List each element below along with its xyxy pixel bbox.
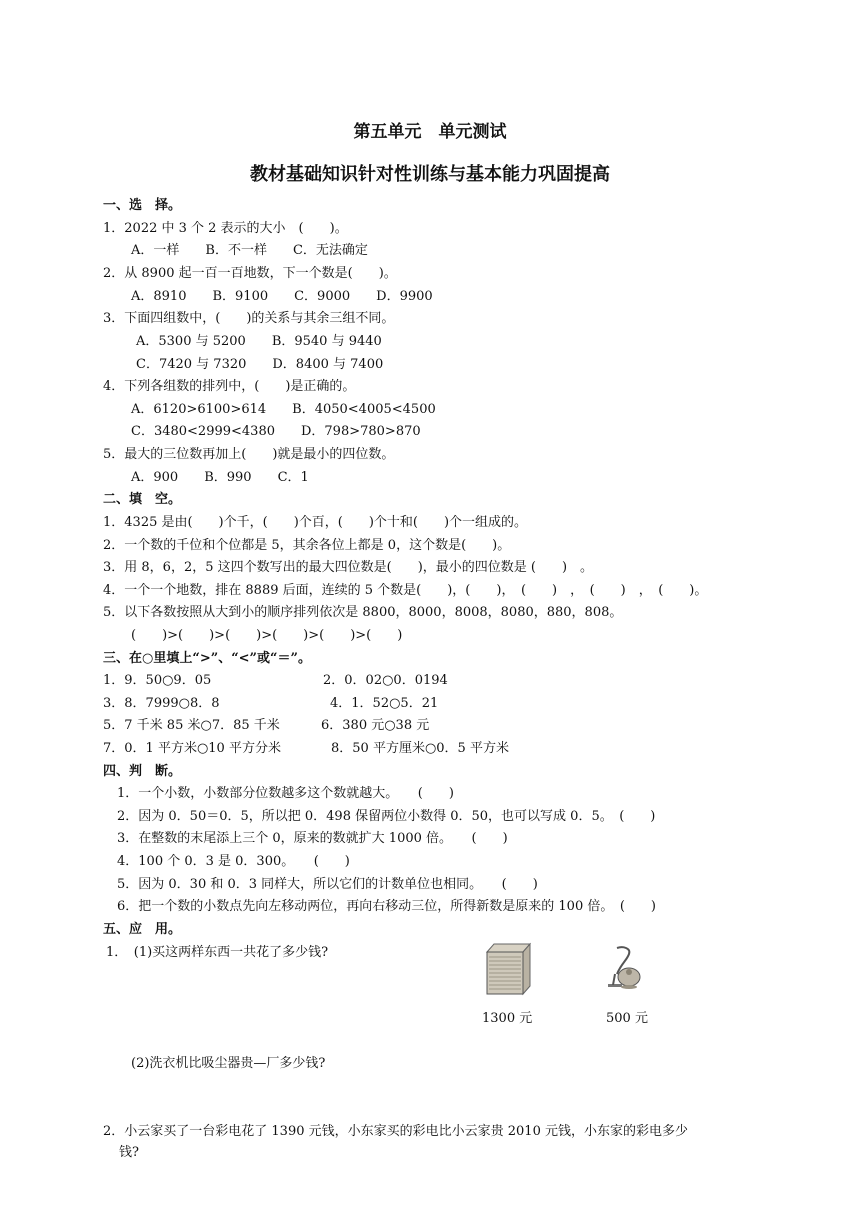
question-line: 1．2022 中 3 个 2 表示的大小 ( )。 <box>103 221 348 236</box>
section-heading-judge: 四、判 断。 <box>103 764 182 779</box>
judge-line: 6．把一个数的小数点先向左移动两位，再向右移动三位，所得新数是原来的 100 倍。 ( ) <box>117 899 656 914</box>
question-line: 5．以下各数按照从大到小的顺序排列依次是 8800，8000，8008，8080，880，808。 <box>103 605 623 620</box>
judge-line: 4．100 个 0．3 是 0．300。 ( ) <box>117 854 350 869</box>
compare-item: 2．0．02○0．0194 <box>323 673 448 688</box>
question-line: 2．从 8900 起一百一百地数，下一个数是( )。 <box>103 266 397 281</box>
compare-item: 1．9．50○9．05 <box>103 673 212 688</box>
option-line: A．一样 B．不一样 C．无法确定 <box>131 243 368 258</box>
section-heading-fill: 二、填 空。 <box>103 492 182 507</box>
option-line: A．900 B．990 C．1 <box>131 470 309 485</box>
compare-item: 5．7 千米 85 米○7．85 千米 <box>103 718 280 733</box>
option-line: A．5300 与 5200 B．9540 与 9440 <box>136 334 382 349</box>
compare-item: 3．8．7999○8．8 <box>103 696 220 711</box>
page-subtitle: 教材基础知识针对性训练与基本能力巩固提高 <box>250 164 610 185</box>
question-line: 5．最大的三位数再加上( )就是最小的四位数。 <box>103 447 395 462</box>
vacuum-cleaner-price: 500 元 <box>606 1011 648 1026</box>
section-heading-application: 五、应 用。 <box>103 922 182 937</box>
question-line: 2．小云家买了一台彩电花了 1390 元钱，小东家买的彩电比小云家贵 2010 元钱，小东家的彩电多少 <box>103 1124 688 1139</box>
compare-item: 6．380 元○38 元 <box>321 718 430 733</box>
question-line: 1．4325 是由( )个千，( )个百，( )个十和( )个一组成的。 <box>103 515 528 530</box>
answer-blank-line: ( )>( )>( )>( )>( )>( ) <box>131 628 403 643</box>
question-line: (2)洗衣机比吸尘器贵—厂多少钱? <box>131 1056 326 1071</box>
question-line: 钱? <box>119 1145 139 1160</box>
judge-line: 2．因为 0．50＝0．5，所以把 0．498 保留两位小数得 0．50，也可以写成 0．5。 ( ) <box>117 809 656 824</box>
washing-machine-image <box>482 942 536 996</box>
question-line: 2．一个数的千位和个位都是 5，其余各位上都是 0，这个数是( )。 <box>103 538 511 553</box>
question-line: 1． (1)买这两样东西一共花了多少钱? <box>106 945 329 960</box>
option-line: C．3480<2999<4380 D．798>780>870 <box>131 424 421 439</box>
option-line: A．6120>6100>614 B．4050<4005<4500 <box>131 402 436 417</box>
section-heading-compare: 三、在○里填上“>”、“<”或“＝”。 <box>103 651 311 666</box>
compare-item: 7．0．1 平方米○10 平方分米 <box>103 741 281 756</box>
judge-line: 1．一个小数，小数部分位数越多这个数就越大。 ( ) <box>117 786 454 801</box>
judge-line: 5．因为 0．30 和 0．3 同样大，所以它们的计数单位也相同。 ( ) <box>117 877 538 892</box>
question-line: 3．用 8，6，2，5 这四个数写出的最大四位数是( )，最小的四位数是 ( ) 。 <box>103 560 594 575</box>
option-line: C．7420 与 7320 D．8400 与 7400 <box>136 357 384 372</box>
question-line: 3．下面四组数中，( )的关系与其余三组不同。 <box>103 311 395 326</box>
washing-machine-price: 1300 元 <box>482 1011 533 1026</box>
section-heading-choice: 一、选 择。 <box>103 198 182 213</box>
compare-item: 8．50 平方厘米○0．5 平方米 <box>331 741 509 756</box>
judge-line: 3．在整数的末尾添上三个 0，原来的数就扩大 1000 倍。 ( ) <box>117 831 508 846</box>
compare-item: 4．1．52○5．21 <box>330 696 439 711</box>
option-line: A．8910 B．9100 C．9000 D．9900 <box>131 289 433 304</box>
question-line: 4．下列各组数的排列中，( )是正确的。 <box>103 379 356 394</box>
page-title: 第五单元 单元测试 <box>353 122 507 142</box>
vacuum-cleaner-image <box>603 944 647 992</box>
question-line: 4．一个一个地数，排在 8889 后面，连续的 5 个数是( )，( )， ( ) ， ( ) ， ( )。 <box>103 583 708 598</box>
